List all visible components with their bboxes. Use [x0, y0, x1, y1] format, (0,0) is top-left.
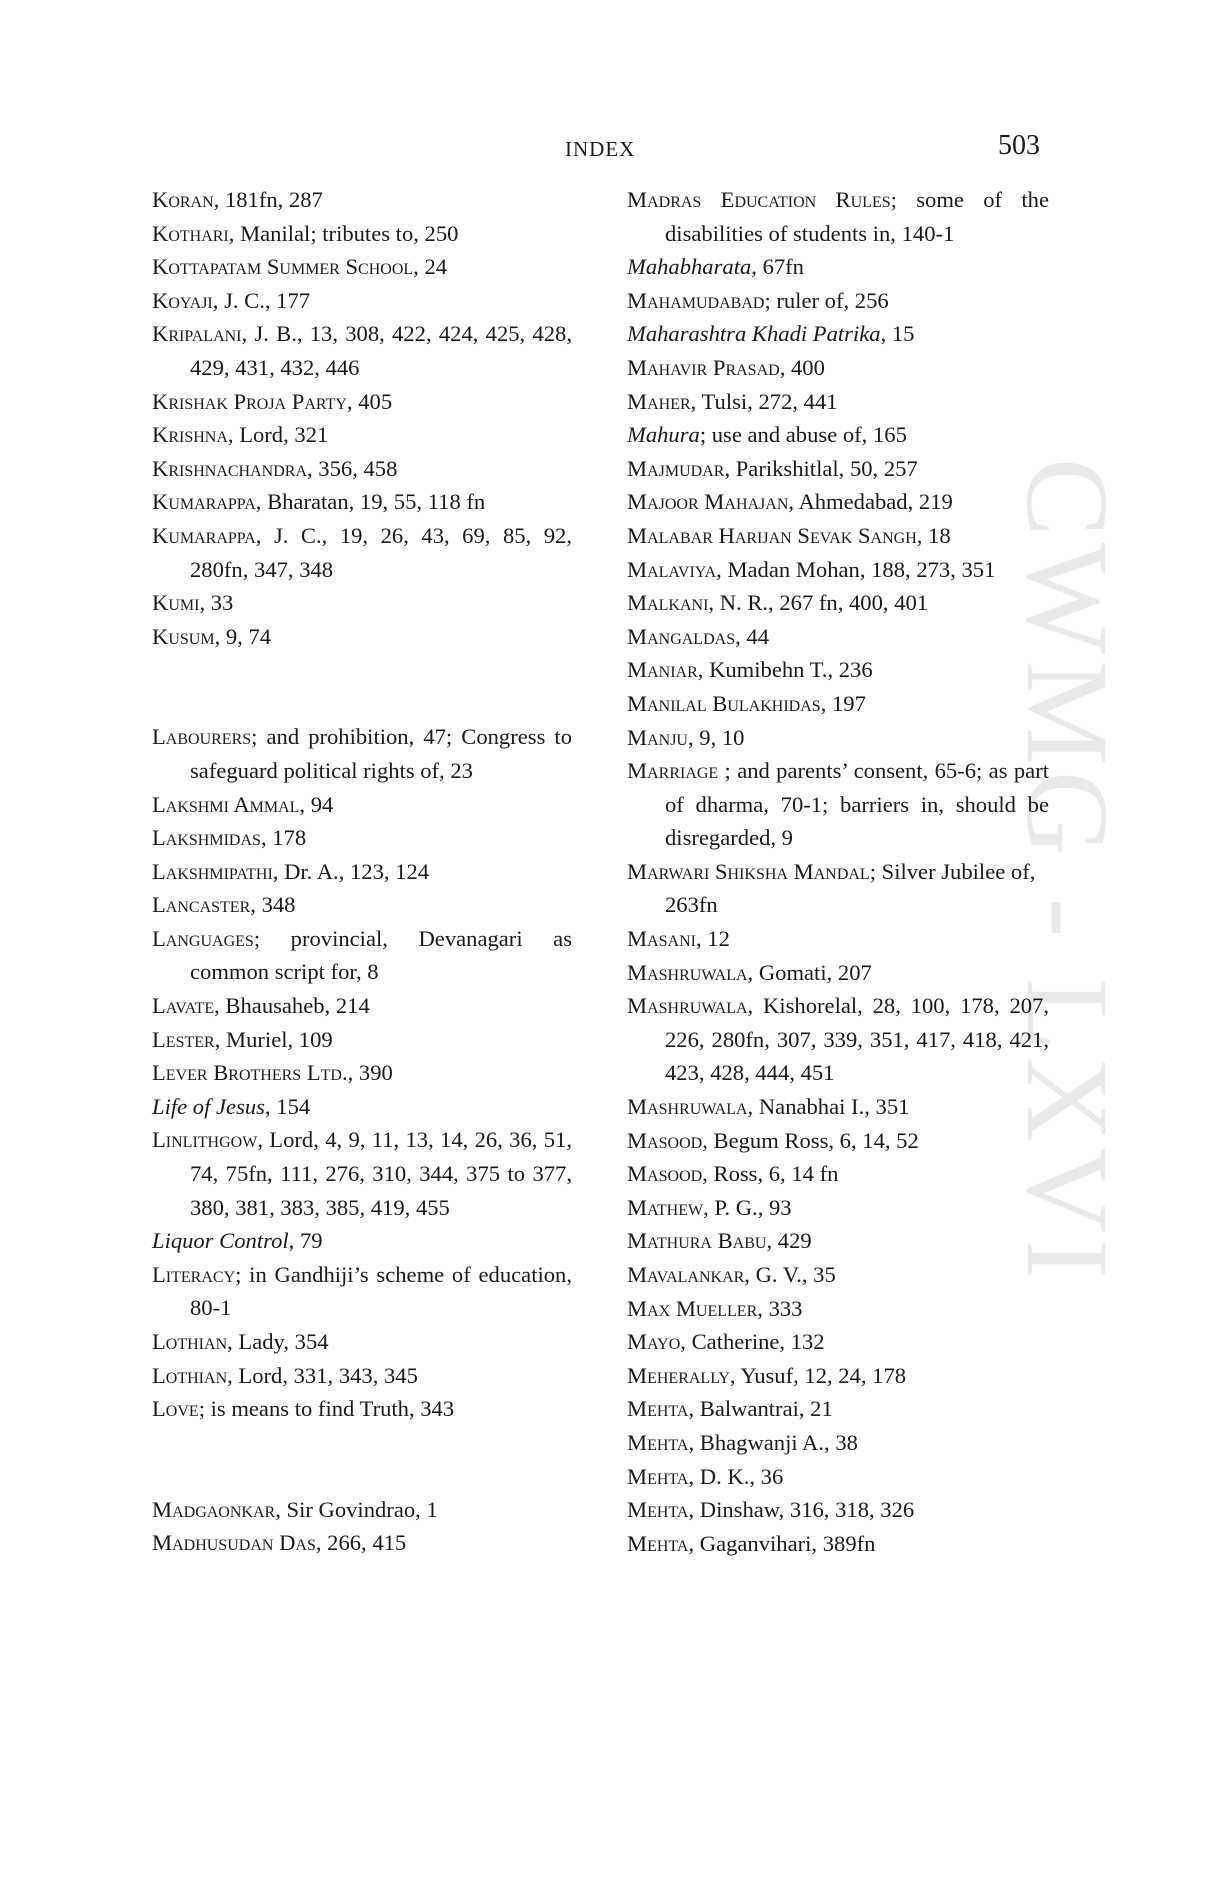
entry-references: , Begum Ross, 6, 14, 52: [702, 1127, 919, 1153]
index-entry: [627, 1359, 1049, 1393]
watermark: CWMG - LXVI: [1002, 458, 1133, 1285]
index-entry: [627, 855, 1049, 922]
entry-heading: Mahavir Prasad: [627, 354, 780, 380]
entry-heading: Mahamudabad: [627, 287, 765, 313]
entry-references: , Kishorelal, 28, 100, 178, 207, 226, 280fn, 307, 339, 351, 417, 418, 421, 423, 428, 444, 451: [665, 993, 1049, 1086]
entry-heading: Lakshmipathi: [152, 858, 273, 884]
entry-heading: Linlithgow: [152, 1127, 258, 1153]
entry-references: , 197: [820, 690, 866, 716]
entry-heading: Lester: [152, 1026, 215, 1052]
entry-references: ; and parents’ consent, 65-6; as part of dharma, 70-1; barriers in, should be disregarded, 9: [665, 758, 1049, 851]
entry-heading: Malabar Harijan Sevak Sangh: [627, 522, 917, 548]
entry-references: , 18: [916, 522, 951, 548]
entry-heading: Labourers: [152, 724, 252, 750]
index-entry: [152, 1258, 572, 1325]
entry-heading: Mehta: [627, 1396, 689, 1422]
entry-heading: Mahabharata: [627, 254, 752, 280]
index-entry: [152, 1090, 572, 1124]
entry-heading: Languages: [152, 925, 254, 951]
entry-references: , Dr. A., 123, 124: [272, 858, 430, 884]
entry-heading: Manilal Bulakhidas: [627, 690, 821, 716]
entry-heading: Malkani: [627, 590, 709, 616]
index-entry: [152, 1359, 572, 1393]
index-entry: [152, 217, 572, 251]
index-entry: [627, 956, 1049, 990]
index-entry: [152, 485, 572, 519]
section-gap: [152, 1426, 572, 1493]
index-entry: [152, 620, 572, 654]
entry-references: , Gomati, 207: [747, 959, 872, 985]
entry-heading: Max Mueller: [627, 1295, 758, 1321]
entry-references: , 67fn: [751, 254, 804, 280]
entry-heading: Literacy: [152, 1261, 236, 1287]
entry-heading: Mehta: [627, 1429, 689, 1455]
index-entry: [627, 351, 1049, 385]
entry-references: ; and prohibition, 47; Congress to safeguard political rights of, 23: [190, 724, 572, 783]
index-entry: [627, 1157, 1049, 1191]
entry-heading: Life of Jesus: [152, 1093, 265, 1119]
entry-references: , Tulsi, 272, 441: [690, 388, 838, 414]
entry-heading: Mahura: [627, 422, 700, 448]
entry-heading: Mayo: [627, 1329, 681, 1355]
entry-heading: Majmudar: [627, 455, 725, 481]
index-column-right: [627, 183, 1049, 1560]
index-entry: [627, 1090, 1049, 1124]
index-entry: [152, 855, 572, 889]
entry-heading: Kumarappa: [152, 522, 256, 548]
index-entry: [627, 1124, 1049, 1158]
entry-heading: Maharashtra Khadi Patrika: [627, 321, 881, 347]
entry-references: , 178: [260, 825, 307, 851]
entry-heading: Lothian: [152, 1362, 228, 1388]
entry-heading: Kusum: [152, 623, 215, 649]
index-entry: [152, 1325, 572, 1359]
entry-references: , Bhagwanji A., 38: [688, 1429, 858, 1455]
index-entry: [152, 922, 572, 989]
entry-references: , Kumibehn T., 236: [697, 657, 873, 683]
entry-references: , 429: [766, 1228, 812, 1254]
index-entry: [152, 586, 572, 620]
entry-references: , 9, 10: [687, 724, 745, 750]
entry-references: , P. G., 93: [703, 1194, 792, 1220]
index-entry: [152, 452, 572, 486]
running-head: INDEX: [565, 137, 636, 161]
entry-heading: Madgaonkar: [152, 1496, 276, 1522]
entry-heading: Kripalani: [152, 321, 242, 347]
index-entry: [627, 620, 1049, 654]
index-entry: [627, 1527, 1049, 1561]
entry-heading: Madhusudan Das: [152, 1530, 316, 1556]
entry-references: , 24: [413, 254, 448, 280]
index-entry: [152, 183, 572, 217]
entry-heading: Mathew: [627, 1194, 704, 1220]
entry-heading: Masani: [627, 926, 696, 952]
index-entry: [627, 485, 1049, 519]
entry-references: , 405: [346, 388, 393, 414]
index-entry: [152, 788, 572, 822]
index-entry: [152, 888, 572, 922]
entry-references: , J. B., 13, 308, 422, 424, 425, 428, 429, 431, 432, 446: [190, 321, 572, 380]
entry-references: , 94: [299, 791, 334, 817]
entry-references: , 390: [347, 1060, 393, 1086]
index-entry: [627, 250, 1049, 284]
section-gap: [152, 653, 572, 720]
entry-heading: Krishak Proja Party: [152, 388, 347, 414]
entry-references: , Madan Mohan, 188, 273, 351: [716, 556, 996, 582]
entry-references: ; some of the disabilities of students in, 140-1: [665, 187, 1049, 246]
index-entry: [152, 1224, 572, 1258]
entry-references: , Sir Govindrao, 1: [275, 1496, 438, 1522]
entry-references: , J. C., 177: [212, 287, 311, 313]
index-entry: [627, 1460, 1049, 1494]
index-entry: [152, 821, 572, 855]
page-number: 503: [998, 130, 1040, 161]
entry-heading: Lever Brothers Ltd.: [152, 1060, 348, 1086]
entry-heading: Koyaji: [152, 287, 213, 313]
entry-references: , J. C., 19, 26, 43, 69, 85, 92, 280fn, 347, 348: [190, 522, 572, 582]
entry-references: ; provincial, Devanagari as common script for, 8: [190, 925, 572, 985]
entry-references: , 348: [250, 892, 296, 918]
entry-references: , Bharatan, 19, 55, 118 fn: [255, 489, 486, 515]
entry-references: ; Silver Jubilee of, 263fn: [665, 858, 1036, 918]
entry-heading: Mashruwala: [627, 959, 748, 985]
entry-heading: Mathura Babu: [627, 1228, 767, 1254]
index-entry: [627, 687, 1049, 721]
index-entry: [152, 1526, 572, 1560]
entry-references: , 44: [735, 623, 769, 649]
entry-references: , Lady, 354: [227, 1329, 329, 1354]
index-entry: [627, 721, 1049, 755]
index-entry: [627, 553, 1049, 587]
entry-heading: Mehta: [627, 1530, 689, 1556]
index-entry: [152, 317, 572, 384]
index-column-left: [152, 183, 572, 1560]
index-entry: [627, 989, 1049, 1090]
entry-heading: Marriage: [627, 758, 719, 784]
index-entry: [627, 754, 1049, 855]
entry-references: , 154: [264, 1093, 311, 1119]
entry-heading: Marwari Shiksha Mandal: [627, 858, 870, 884]
entry-references: , D. K., 36: [688, 1463, 784, 1489]
entry-references: , Gaganvihari, 389fn: [688, 1530, 876, 1556]
entry-references: , Lord, 4, 9, 11, 13, 14, 26, 36, 51, 74, 75fn, 111, 276, 310, 344, 375 to 377, 380, 381, 383, 385, 419, 455: [190, 1127, 572, 1220]
entry-references: ; is means to find Truth, 343: [198, 1396, 455, 1422]
index-entry: [152, 250, 572, 284]
index-entry: [152, 284, 572, 318]
entry-heading: Majoor Mahajan: [627, 489, 789, 515]
entry-heading: Maniar: [627, 657, 698, 683]
index-entry: [627, 653, 1049, 687]
entry-heading: Maher: [627, 388, 691, 414]
entry-references: , Muriel, 109: [214, 1026, 333, 1052]
index-entry: [627, 1191, 1049, 1225]
entry-references: , Manilal; tributes to, 250: [228, 220, 459, 246]
entry-references: , Catherine, 132: [680, 1329, 825, 1355]
entry-heading: Manju: [627, 724, 688, 750]
entry-references: , 266, 415: [315, 1530, 407, 1556]
index-entry: [627, 1493, 1049, 1527]
index-entry: [152, 385, 572, 419]
entry-heading: Lancaster: [152, 892, 251, 918]
entry-heading: Lavate: [152, 993, 215, 1019]
entry-heading: Mehta: [627, 1497, 689, 1523]
index-entry: [152, 1392, 572, 1426]
entry-references: , Ahmedabad, 219: [788, 489, 953, 515]
entry-references: , 33: [199, 590, 234, 616]
index-entry: [627, 1426, 1049, 1460]
index-entry: [627, 418, 1049, 452]
entry-references: , Balwantrai, 21: [688, 1396, 833, 1422]
entry-heading: Lothian: [152, 1329, 228, 1354]
entry-references: , N. R., 267 fn, 400, 401: [708, 590, 929, 616]
entry-heading: Lakshmidas: [152, 825, 261, 851]
entry-references: , 400: [779, 354, 825, 380]
index-entry: [152, 1123, 572, 1224]
index-entry: [152, 418, 572, 452]
entry-references: , G. V., 35: [744, 1262, 836, 1287]
index-entry: [152, 989, 572, 1023]
entry-references: ; ruler of, 256: [764, 287, 889, 313]
entry-heading: Masood: [627, 1127, 703, 1153]
entry-references: , 79: [288, 1228, 323, 1254]
entry-references: , 15: [880, 321, 915, 347]
index-entry: [627, 1292, 1049, 1326]
index-entry: [152, 1493, 572, 1527]
entry-references: , Nanabhai I., 351: [747, 1094, 910, 1120]
entry-heading: Mavalankar: [627, 1262, 745, 1287]
entry-references: ; use and abuse of, 165: [699, 422, 907, 448]
index-entry: [627, 1325, 1049, 1359]
entry-heading: Liquor Control: [152, 1228, 289, 1254]
index-entry: [627, 183, 1049, 250]
entry-references: , Parikshitlal, 50, 257: [724, 455, 918, 481]
entry-heading: Masood: [627, 1161, 703, 1187]
entry-references: , Bhausaheb, 214: [214, 993, 370, 1019]
entry-heading: Kothari: [152, 220, 229, 246]
entry-references: , 9, 74: [214, 623, 272, 649]
index-entry: [627, 519, 1049, 553]
entry-heading: Mehta: [627, 1463, 689, 1489]
index-entry: [627, 284, 1049, 318]
entry-heading: Mashruwala: [627, 1094, 748, 1120]
entry-references: , 12: [695, 926, 730, 952]
index-entry: [627, 1392, 1049, 1426]
entry-references: , 333: [757, 1295, 803, 1321]
entry-references: , 356, 458: [307, 455, 398, 481]
entry-references: , Lord, 331, 343, 345: [227, 1362, 418, 1388]
entry-references: , Lord, 321: [227, 422, 329, 448]
entry-references: , 181fn, 287: [213, 187, 323, 212]
index-entry: [627, 452, 1049, 486]
entry-heading: Kumarappa: [152, 489, 256, 515]
index-entry: [627, 586, 1049, 620]
index-entry: [152, 1023, 572, 1057]
index-entry: [627, 1258, 1049, 1292]
entry-references: ; in Gandhiji’s scheme of education, 80-1: [190, 1261, 572, 1321]
entry-heading: Love: [152, 1396, 199, 1422]
index-entry: [627, 1224, 1049, 1258]
index-entry: [152, 720, 572, 787]
index-entry: [627, 922, 1049, 956]
index-entry: [627, 385, 1049, 419]
entry-references: , Yusuf, 12, 24, 178: [729, 1362, 907, 1388]
entry-heading: Madras Education Rules: [627, 187, 891, 212]
index-entry: [627, 317, 1049, 351]
entry-heading: Krishnachandra: [152, 455, 307, 481]
entry-heading: Malaviya: [627, 556, 717, 582]
entry-heading: Lakshmi Ammal: [152, 791, 300, 817]
entry-heading: Koran: [152, 187, 214, 212]
entry-heading: Mashruwala: [627, 993, 748, 1019]
entry-references: , Dinshaw, 316, 318, 326: [688, 1497, 915, 1523]
entry-heading: Mangaldas: [627, 623, 736, 649]
index-entry: [152, 1056, 572, 1090]
index-entry: [152, 519, 572, 586]
entry-heading: Kottapatam Summer School: [152, 254, 414, 280]
entry-heading: Kumi: [152, 590, 200, 616]
entry-references: , Ross, 6, 14 fn: [702, 1161, 839, 1187]
entry-heading: Krishna: [152, 422, 228, 448]
entry-heading: Meherally: [627, 1362, 730, 1388]
